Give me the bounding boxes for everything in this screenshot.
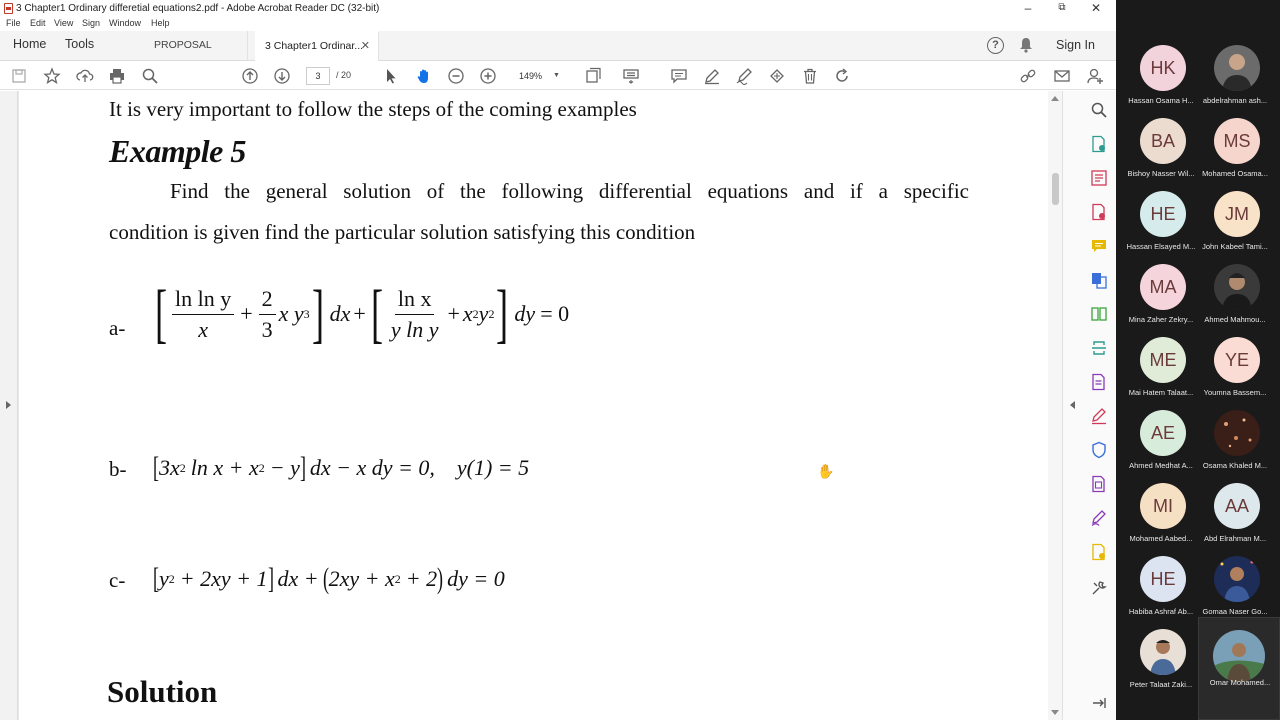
document-area[interactable] xyxy=(0,91,1062,720)
right-tools-pane xyxy=(1062,91,1116,720)
equation-term: x y xyxy=(278,301,304,326)
instructions-text: Find the general solution of the following differential equations and if a specific xyxy=(170,179,969,203)
highlight-pen-icon[interactable] xyxy=(702,66,722,86)
zoom-out-icon[interactable] xyxy=(446,66,466,86)
pdf-page xyxy=(19,91,1048,720)
request-signature-icon[interactable] xyxy=(1090,509,1108,527)
meeting-participants-panel xyxy=(1116,0,1280,720)
avatar: HK xyxy=(1140,45,1186,91)
more-tools-icon[interactable] xyxy=(1090,579,1108,597)
differential-dy: dy xyxy=(514,301,536,326)
collapse-arrow-icon[interactable] xyxy=(1070,401,1075,409)
previous-page-icon[interactable] xyxy=(240,66,260,86)
fraction-numerator: 2 xyxy=(259,286,276,315)
doc-tab-label: PROPOSAL xyxy=(154,39,212,51)
initial-condition: y(1) = 5 xyxy=(456,455,530,480)
next-page-icon[interactable] xyxy=(272,66,292,86)
equation-term: dy = 0 xyxy=(447,566,505,591)
send-review-icon[interactable] xyxy=(1090,543,1108,561)
menu-edit[interactable]: Edit xyxy=(30,18,46,28)
tab-home[interactable]: Home xyxy=(13,37,47,51)
equation-rhs: = 0 xyxy=(540,301,570,326)
edit-pdf-icon[interactable] xyxy=(1090,203,1108,221)
pdf-file-icon xyxy=(4,3,13,14)
participant-name: Mohamed Aabed... xyxy=(1129,534,1193,543)
menu-window[interactable]: Window xyxy=(109,18,142,28)
equation-term: 3x xyxy=(159,455,180,480)
share-link-icon[interactable] xyxy=(1018,66,1038,86)
stamp-icon[interactable] xyxy=(767,66,787,86)
question-label-a: a- xyxy=(109,316,126,340)
menu-view[interactable]: View xyxy=(54,18,74,28)
left-panel-toggle[interactable] xyxy=(0,91,18,720)
email-icon[interactable] xyxy=(1052,66,1072,86)
sign-in-link[interactable]: Sign In xyxy=(1056,38,1095,52)
minimize-button[interactable]: – xyxy=(1024,1,1032,15)
participant-name: Omar Mohamed... xyxy=(1209,678,1271,687)
window-title: 3 Chapter1 Ordinary differetial equations2.pdf - Adobe Acrobat Reader DC (32-bit) xyxy=(16,3,380,14)
participant-tile[interactable] xyxy=(1194,405,1276,478)
equation-term: 2xy + x xyxy=(328,566,395,591)
equation-a: [ $\frac{\text{ln ln y}}{x}$ + $\frac{2}{3}$ x y 3 ] dx + [ $\frac{\text{ln x}}{\text{y ln y}}$ + x 2 y 2 ] dy = 0 xyxy=(154,277,570,350)
participant-tile[interactable] xyxy=(1194,186,1276,259)
participant-tile-active-speaker[interactable] xyxy=(1198,617,1280,720)
participant-name: Habiba Ashraf Ab... xyxy=(1128,607,1194,616)
participant-tile[interactable] xyxy=(1120,405,1202,478)
close-tab-icon[interactable]: ✕ xyxy=(360,40,370,52)
exponent: 2 xyxy=(472,306,479,321)
hand-cursor-icon: ✋ xyxy=(817,463,835,479)
participant-name: Hassan Osama H... xyxy=(1128,96,1194,105)
tab-tools[interactable]: Tools xyxy=(65,37,95,51)
print-icon[interactable] xyxy=(107,66,127,86)
avatar-photo xyxy=(1214,264,1260,310)
zoom-level-select[interactable]: 149% xyxy=(519,71,543,81)
scroll-up-icon[interactable] xyxy=(1051,96,1059,101)
participant-name: Bishoy Nasser Wil... xyxy=(1127,169,1195,178)
participant-name: Ahmed Medhat A... xyxy=(1129,461,1193,470)
equation-term: dx − x dy = 0, xyxy=(309,455,435,480)
question-label-b: b- xyxy=(109,457,127,481)
avatar-photo xyxy=(1140,629,1186,675)
pane-expand-icon[interactable] xyxy=(1090,694,1108,712)
scroll-down-icon[interactable] xyxy=(1051,710,1059,715)
avatar: MA xyxy=(1140,264,1186,310)
intro-text: It is very important to follow the steps of the coming examples xyxy=(109,97,637,121)
comment-tool-icon[interactable] xyxy=(1090,237,1108,255)
participant-name: Abd Elrahman M... xyxy=(1203,534,1267,543)
tab-bar xyxy=(0,31,1116,61)
fraction xyxy=(172,286,234,343)
participant-tile[interactable] xyxy=(1120,113,1202,186)
participant-name: Mina Zaher Zekry... xyxy=(1128,315,1194,324)
exponent: 2 xyxy=(488,306,495,321)
participant-tile[interactable] xyxy=(1194,259,1276,332)
avatar-photo xyxy=(1214,410,1260,456)
notification-bell-icon[interactable] xyxy=(1019,37,1033,53)
avatar-photo xyxy=(1213,630,1265,682)
fraction-numerator: ln x xyxy=(395,286,435,315)
avatar: AE xyxy=(1140,410,1186,456)
instructions-line-2: condition is given find the particular solution satisfying this condition xyxy=(109,220,696,244)
shield-icon[interactable] xyxy=(1090,441,1108,459)
equation-c: [ y 2 + 2xy + 1 ] dx + ( 2xy + x 2 + 2 ) dy = 0 xyxy=(153,562,505,595)
chevron-down-icon[interactable]: ▼ xyxy=(553,72,560,79)
select-cursor-icon[interactable] xyxy=(381,66,401,86)
fraction-denominator: y ln y xyxy=(390,316,439,342)
fraction xyxy=(388,286,442,343)
export-pdf-icon[interactable] xyxy=(1090,135,1108,153)
avatar: JM xyxy=(1214,191,1260,237)
equation-term: x xyxy=(462,301,473,326)
comment-icon[interactable] xyxy=(669,66,689,86)
organize-pages-icon[interactable] xyxy=(1090,305,1108,323)
equation-term: − y xyxy=(269,455,300,480)
rotate-icon[interactable] xyxy=(832,66,852,86)
participant-name: Mai Hatem Talaat... xyxy=(1128,388,1194,397)
equation-term: y xyxy=(159,566,169,591)
zoom-search-icon[interactable] xyxy=(1090,101,1108,119)
equation-term: + 2 xyxy=(405,566,438,591)
participant-tile[interactable] xyxy=(1120,624,1202,697)
fraction-denominator: 3 xyxy=(261,316,273,342)
scrollbar-thumb[interactable] xyxy=(1052,173,1059,205)
question-label-c: c- xyxy=(109,568,126,592)
protect-icon[interactable] xyxy=(1090,373,1108,391)
avatar-photo xyxy=(1214,556,1260,602)
vertical-scrollbar[interactable] xyxy=(1048,91,1062,720)
participant-tile[interactable] xyxy=(1194,551,1276,624)
upload-cloud-icon[interactable] xyxy=(75,66,95,86)
fraction-numerator: ln ln y xyxy=(172,286,234,315)
create-pdf-icon[interactable] xyxy=(1090,169,1108,187)
equation-term: dx + xyxy=(277,566,319,591)
participant-tile[interactable] xyxy=(1120,332,1202,405)
participant-name: Osama Khaled M... xyxy=(1202,461,1268,470)
avatar: MS xyxy=(1214,118,1260,164)
exponent: 2 xyxy=(258,460,265,475)
maximize-button[interactable]: ⧉ xyxy=(1058,2,1066,13)
equation-term: + 2xy + 1 xyxy=(179,566,268,591)
instructions-line-1 xyxy=(109,179,969,204)
keyboard-scroll-icon[interactable] xyxy=(621,66,641,86)
exponent: 2 xyxy=(179,460,186,475)
participant-name: Ahmed Mahmou... xyxy=(1204,315,1266,324)
doc-tab-label: 3 Chapter1 Ordinar... xyxy=(265,40,364,52)
page-fit-icon[interactable] xyxy=(583,66,603,86)
toolbar xyxy=(0,62,1116,90)
participant-tile[interactable] xyxy=(1194,113,1276,186)
solution-heading: Solution xyxy=(107,674,218,709)
zoom-in-icon[interactable] xyxy=(478,66,498,86)
participant-name: Youmna Bassem... xyxy=(1203,388,1267,397)
prepare-form-icon[interactable] xyxy=(1090,475,1108,493)
menu-bar xyxy=(0,17,1116,31)
avatar: ME xyxy=(1140,337,1186,383)
participant-name: John Kabeel Tami... xyxy=(1202,242,1268,251)
exponent: 3 xyxy=(303,306,310,321)
avatar: AA xyxy=(1214,483,1260,529)
avatar: HE xyxy=(1140,191,1186,237)
participant-tile[interactable] xyxy=(1120,551,1202,624)
bookmark-star-icon[interactable] xyxy=(42,66,62,86)
equation-term: y xyxy=(478,301,489,326)
participant-tile[interactable] xyxy=(1194,40,1276,113)
avatar: BA xyxy=(1140,118,1186,164)
doc-tab-chapter1[interactable] xyxy=(255,31,379,61)
search-icon[interactable] xyxy=(140,66,160,86)
participant-name: Peter Talaat Zaki... xyxy=(1129,680,1193,689)
participant-tile[interactable] xyxy=(1194,332,1276,405)
scan-ocr-icon[interactable] xyxy=(1090,339,1108,357)
page-number-input[interactable]: 3 xyxy=(306,67,330,85)
participant-name: Gomaa Naser Go... xyxy=(1202,607,1268,616)
expand-arrow-icon[interactable] xyxy=(6,401,11,409)
differential-dx: dx xyxy=(329,301,351,326)
menu-file[interactable]: File xyxy=(6,18,21,28)
menu-help[interactable]: Help xyxy=(151,18,170,28)
equation-b: [ 3x 2 ln x + x 2 − y ] dx − x dy = 0, y(1) = 5 xyxy=(153,451,530,484)
participant-tile[interactable] xyxy=(1120,40,1202,113)
page-total: / 20 xyxy=(336,70,352,80)
draw-signature-icon[interactable] xyxy=(734,66,754,86)
participant-tile[interactable] xyxy=(1120,186,1202,259)
avatar: HE xyxy=(1140,556,1186,602)
exponent: 2 xyxy=(168,571,175,586)
close-window-button[interactable]: ✕ xyxy=(1090,1,1102,15)
participant-name: abdelrahman ash... xyxy=(1202,96,1268,105)
avatar: MI xyxy=(1140,483,1186,529)
participant-tile[interactable] xyxy=(1194,478,1276,551)
save-icon[interactable] xyxy=(9,66,29,86)
help-icon[interactable]: ? xyxy=(987,37,1004,54)
fraction xyxy=(259,286,276,343)
hand-tool-icon[interactable] xyxy=(414,66,434,86)
doc-tab-proposal[interactable] xyxy=(144,31,248,61)
exponent: 2 xyxy=(394,571,401,586)
menu-sign[interactable]: Sign xyxy=(82,18,101,28)
fill-sign-icon[interactable] xyxy=(1090,407,1108,425)
fraction-denominator: x xyxy=(198,316,208,342)
participant-tile[interactable] xyxy=(1120,478,1202,551)
delete-trash-icon[interactable] xyxy=(800,66,820,86)
equation-term: ln x + x xyxy=(190,455,259,480)
combine-files-icon[interactable] xyxy=(1090,271,1108,289)
title-bar xyxy=(0,0,1116,17)
avatar-photo xyxy=(1214,45,1260,91)
example-heading: Example 5 xyxy=(109,133,246,169)
participant-name: Mohamed Osama... xyxy=(1202,169,1268,178)
participant-tile[interactable] xyxy=(1120,259,1202,332)
participant-name: Hassan Elsayed M... xyxy=(1126,242,1196,251)
avatar: YE xyxy=(1214,337,1260,383)
add-user-icon[interactable] xyxy=(1085,66,1105,86)
